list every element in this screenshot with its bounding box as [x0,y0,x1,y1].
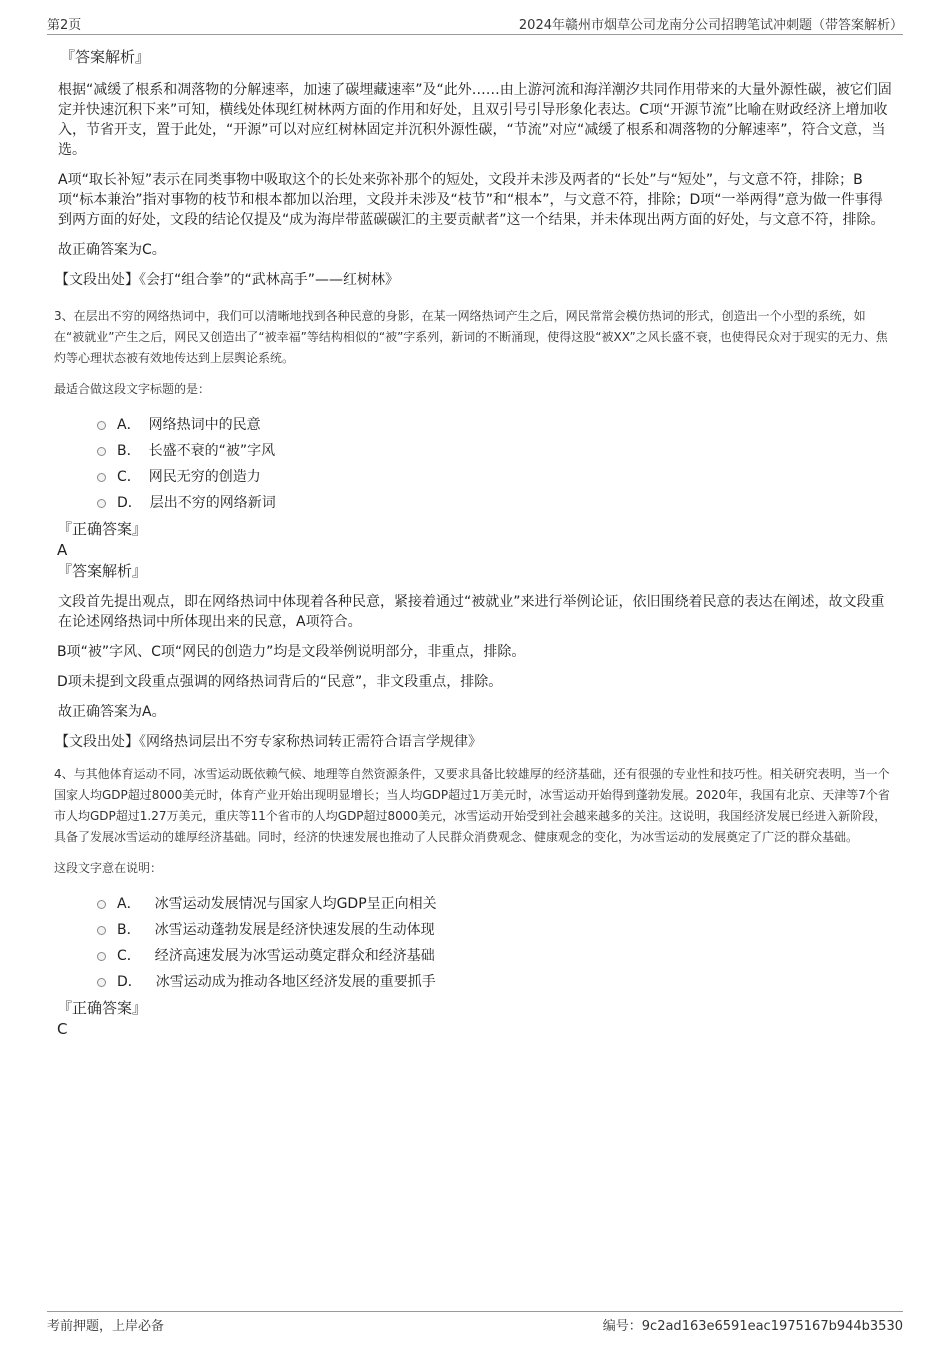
option-b[interactable]: B． 冰雪运动蓬勃发展是经济快速发展的生动体现 [97,917,895,943]
option-a[interactable]: A． 冰雪运动发展情况与国家人均GDP呈正向相关 [97,891,895,917]
passage-source: 【文段出处】《网络热词层出不穷专家称热词转正需符合语言学规律》 [55,734,482,750]
analysis-paragraph: 文段首先提出观点，即在网络热词中体现着各种民意，紧接着通过“被就业”来进行举例论证，依旧围绕着民意的表达在阐述，故文段重在论述网络热词中所体现出来的民意，A项符合。 [58,594,885,630]
footer-slogan: 考前押题，上岸必备 [47,1319,165,1334]
radio-icon[interactable] [97,473,106,482]
analysis-tag: 『答案解析』 [60,48,151,66]
option-d[interactable]: D． 冰雪运动成为推动各地区经济发展的重要抓手 [97,969,895,995]
radio-icon[interactable] [97,926,106,935]
question-prompt: 这段文字意在说明： [54,861,163,875]
analysis-tag: 『答案解析』 [57,562,148,580]
question-stem: 3、在层出不穷的网络热词中，我们可以清晰地找到各种民意的身影，在某一网络热词产生之后，网民常常会模仿热词的形式，创造出一个小型的系统，如在“被就业”产生之后，网民又创造出了“被幸福”等结构相似的“被”字系列，新词的不断涌现，使得这股“被XX”之风长盛不衰，也使得民众对于现实的无力、焦灼等心理状态被有效地传达到上层舆论系统。 [54,309,888,365]
radio-icon[interactable] [97,978,106,987]
correct-answer: C [57,1020,68,1038]
document-code: 编号：9c2ad163e6591eac1975167b944b3530 [602,1319,903,1334]
analysis-conclusion: 故正确答案为C。 [58,242,166,258]
question-stem: 4、与其他体育运动不同，冰雪运动既依赖气候、地理等自然资源条件，又要求具备比较雄厚的经济基础，还有很强的专业性和技巧性。相关研究表明，当一个国家人均GDP超过8000美元时，体育产业开始出现明显增长；当人均GDP超过1万美元时，冰雪运动开始得到蓬勃发展。2020年，我国有北京、天津等7个省市人均GDP超过1.27万美元，重庆等11个省市的人均GDP超过8000美元，冰雪运动开始受到社会越来越多的关注。这说明，我国经济发展已经进入新阶段，具备了发展冰雪运动的雄厚经济基础。同时，经济的快速发展也推动了人民群众消费观念、健康观念的变化，为冰雪运动的发展奠定了广泛的群众基础。 [54,767,890,844]
analysis-paragraph: B项“被”字风、C项“网民的创造力”均是文段举例说明部分，非重点，排除。 [57,644,526,660]
question-prompt: 最适合做这段文字标题的是： [54,382,211,396]
radio-icon[interactable] [97,499,106,508]
page-header [47,12,903,35]
passage-source: 【文段出处】《会打“组合拳”的“武林高手”——红树林》 [55,272,400,288]
option-c[interactable]: C． 经济高速发展为冰雪运动奠定群众和经济基础 [97,943,895,969]
option-list [55,891,895,995]
radio-icon[interactable] [97,952,106,961]
analysis-conclusion: 故正确答案为A。 [58,704,166,720]
analysis-paragraph: 根据“减缓了根系和凋落物的分解速率，加速了碳埋藏速率”及“此外……由上游河流和海洋潮汐共同作用带来的大量外源性碳，被它们固定并快速沉积下来”可知，横线处体现红树林两方面的作用和好处，且双引号引导形象化表达。C项“开源节流”比喻在财政经济上增加收入，节省开支，置于此处，“开源”可以对应红树林固定并沉积外源性碳，“节流”对应“减缓了根系和凋落物的分解速率”，符合文意，当选。 [58,82,892,158]
option-list [55,412,895,516]
option-d[interactable]: D． 层出不穷的网络新词 [97,490,895,516]
radio-icon[interactable] [97,447,106,456]
page-number: 第2页 [47,18,82,33]
option-a[interactable]: A． 网络热词中的民意 [97,412,895,438]
analysis-paragraph: D项未提到文段重点强调的网络热词背后的“民意”，非文段重点，排除。 [57,674,503,690]
option-c[interactable]: C． 网民无穷的创造力 [97,464,895,490]
radio-icon[interactable] [97,421,106,430]
radio-icon[interactable] [97,900,106,909]
option-b[interactable]: B． 长盛不衰的“被”字风 [97,438,895,464]
analysis-paragraph: A项“取长补短”表示在同类事物中吸取这个的长处来弥补那个的短处，文段并未涉及两者的“长处”与“短处”，与文意不符，排除；B项“标本兼治”指对事物的枝节和根本都加以治理，文段并未涉及“枝节”和“根本”，与文意不符，排除；D项“一举两得”意为做一件事得到两方面的好处，文段的结论仅提及“成为海岸带蓝碳碳汇的主要贡献者”这一个结果，并未体现出两方面的好处，与文意不符，排除。 [58,172,885,228]
document-title: 2024年赣州市烟草公司龙南分公司招聘笔试冲刺题（带答案解析） [518,18,903,33]
answer-tag: 『正确答案』 [57,520,148,538]
page-content [55,46,895,1039]
correct-answer: A [57,541,68,559]
page-footer [47,1311,903,1334]
answer-tag: 『正确答案』 [57,999,148,1017]
